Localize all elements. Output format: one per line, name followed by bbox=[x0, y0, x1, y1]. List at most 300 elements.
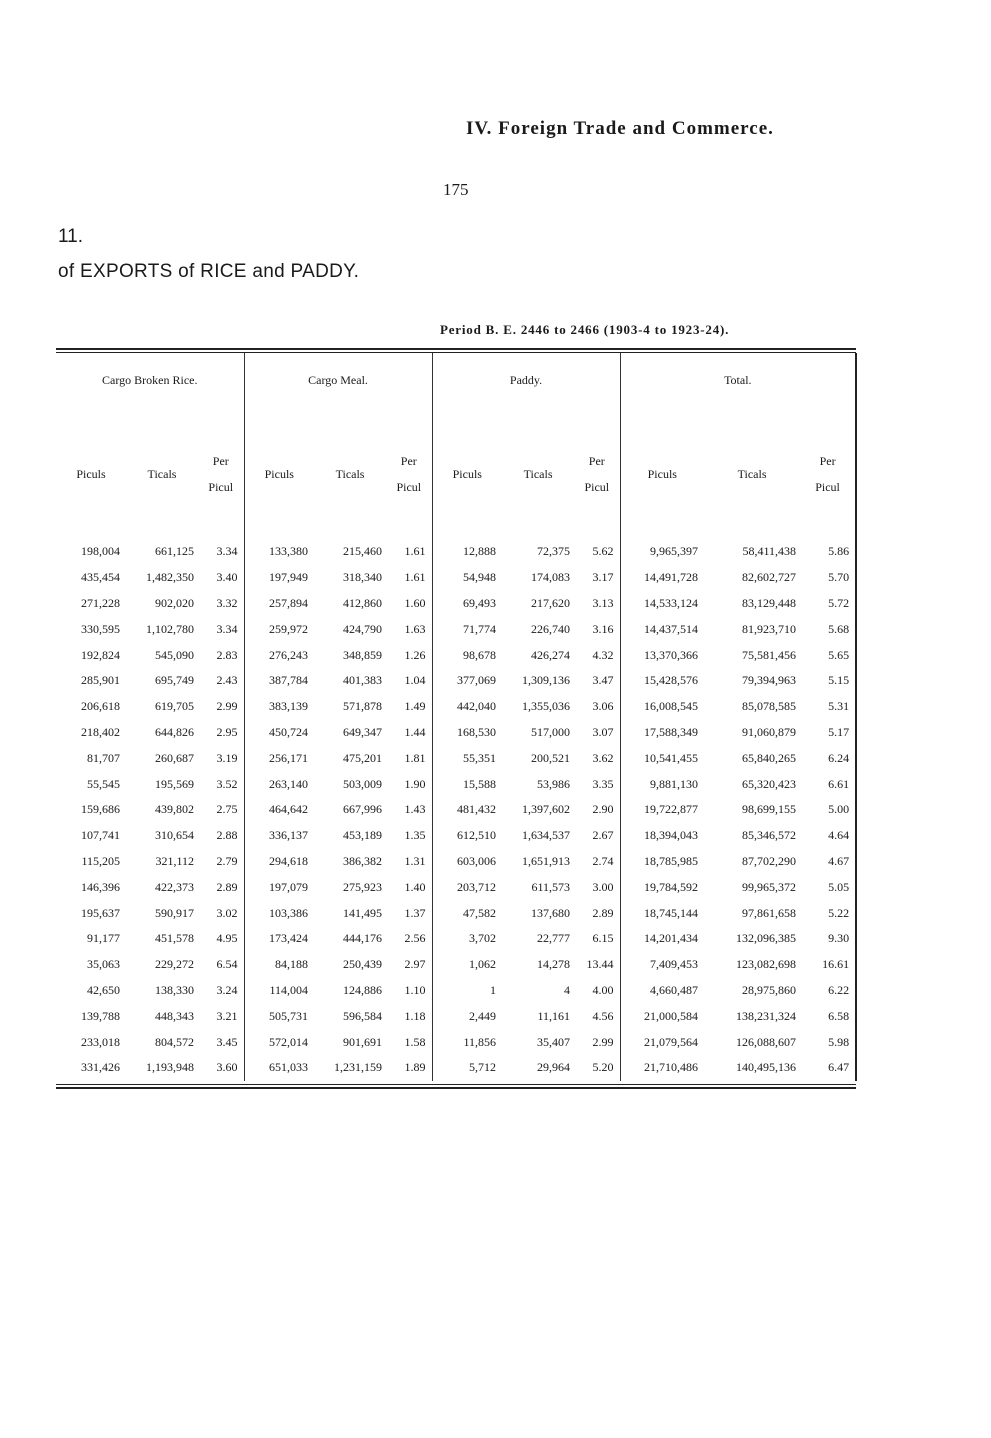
cell-paddy-per-picul: 5.62 bbox=[574, 539, 620, 565]
cell-total-per-picul: 6.58 bbox=[800, 1003, 856, 1029]
cell-cargo-meal-per-picul: 1.61 bbox=[386, 539, 432, 565]
cell-broken-rice-piculs: 331,426 bbox=[81, 1060, 120, 1075]
cell-broken-rice-ticals: 695,749 bbox=[155, 673, 194, 688]
table-row bbox=[56, 1003, 856, 1029]
cell-paddy-ticals: 226,740 bbox=[531, 621, 571, 636]
cell-broken-rice-piculs: 195,637 bbox=[81, 905, 120, 920]
cell-total-per-picul: 5.86 bbox=[800, 539, 856, 565]
cell-cargo-meal-ticals: 124,886 bbox=[343, 982, 383, 997]
picul-label: Picul bbox=[584, 480, 610, 494]
cell-broken-rice-per-picul: 3.34 bbox=[198, 539, 244, 565]
cell-cargo-meal-piculs: 103,386 bbox=[269, 905, 309, 920]
cell-paddy-per-picul: 2.67 bbox=[574, 823, 620, 849]
col-header-piculs: Piculs bbox=[452, 466, 482, 481]
cell-broken-rice-ticals: 195,569 bbox=[155, 776, 194, 791]
cell-broken-rice-per-picul: 2.88 bbox=[198, 823, 244, 849]
cell-total-per-picul: 6.47 bbox=[800, 1055, 856, 1081]
picul-label: Picul bbox=[208, 480, 234, 494]
cell-cargo-meal-per-picul: 1.49 bbox=[386, 694, 432, 720]
cell-cargo-meal-per-picul: 1.58 bbox=[386, 1029, 432, 1055]
cell-total-piculs: 14,437,514 bbox=[644, 621, 699, 636]
cell-paddy-ticals: 426,274 bbox=[531, 647, 571, 662]
cell-broken-rice-per-picul: 3.52 bbox=[198, 771, 244, 797]
cell-cargo-meal-piculs: 114,004 bbox=[269, 982, 309, 997]
cell-broken-rice-per-picul: 3.32 bbox=[198, 591, 244, 617]
col-header-ticals: Ticals bbox=[737, 466, 767, 481]
cell-paddy-per-picul: 3.62 bbox=[574, 745, 620, 771]
table-row bbox=[56, 823, 856, 849]
cell-broken-rice-piculs: 146,396 bbox=[81, 879, 120, 894]
cell-broken-rice-per-picul: 2.43 bbox=[198, 668, 244, 694]
cell-broken-rice-ticals: 448,343 bbox=[155, 1008, 194, 1023]
cell-broken-rice-ticals: 1,193,948 bbox=[146, 1060, 194, 1075]
cell-broken-rice-ticals: 1,482,350 bbox=[146, 570, 194, 585]
cell-broken-rice-ticals: 422,373 bbox=[155, 879, 194, 894]
cell-paddy-ticals: 22,777 bbox=[537, 931, 571, 946]
cell-cargo-meal-ticals: 1,231,159 bbox=[334, 1060, 383, 1075]
cell-cargo-meal-ticals: 275,923 bbox=[343, 879, 383, 894]
table-row bbox=[56, 745, 856, 771]
cell-total-ticals: 58,411,438 bbox=[742, 544, 797, 559]
cell-total-per-picul: 5.65 bbox=[800, 642, 856, 668]
cell-paddy-ticals: 1,634,537 bbox=[522, 828, 571, 843]
cell-total-per-picul: 4.64 bbox=[800, 823, 856, 849]
cell-paddy-piculs: 603,006 bbox=[457, 853, 497, 868]
cell-total-per-picul: 6.24 bbox=[800, 745, 856, 771]
cell-broken-rice-ticals: 619,705 bbox=[155, 699, 194, 714]
cell-cargo-meal-ticals: 250,439 bbox=[343, 957, 383, 972]
cell-broken-rice-per-picul: 3.19 bbox=[198, 745, 244, 771]
cell-total-piculs: 18,394,043 bbox=[644, 828, 699, 843]
col-header-piculs: Piculs bbox=[76, 466, 106, 481]
cell-total-per-picul: 5.15 bbox=[800, 668, 856, 694]
sub-header-row bbox=[56, 425, 856, 523]
cell-broken-rice-ticals: 321,112 bbox=[155, 853, 194, 868]
cell-paddy-ticals: 53,986 bbox=[537, 776, 571, 791]
cell-broken-rice-ticals: 644,826 bbox=[155, 724, 194, 739]
cell-cargo-meal-piculs: 263,140 bbox=[269, 776, 309, 791]
cell-total-piculs: 14,201,434 bbox=[644, 931, 699, 946]
cell-total-piculs: 21,079,564 bbox=[644, 1034, 699, 1049]
cell-total-per-picul: 5.72 bbox=[800, 591, 856, 617]
col-header-per-picul bbox=[800, 425, 856, 523]
cell-total-per-picul: 5.70 bbox=[800, 565, 856, 591]
cell-paddy-per-picul: 3.07 bbox=[574, 720, 620, 746]
cell-broken-rice-per-picul: 2.79 bbox=[198, 849, 244, 875]
cell-total-piculs: 9,881,130 bbox=[650, 776, 699, 791]
cell-cargo-meal-piculs: 84,188 bbox=[275, 957, 309, 972]
cell-cargo-meal-ticals: 596,584 bbox=[343, 1008, 383, 1023]
cell-cargo-meal-piculs: 133,380 bbox=[269, 544, 309, 559]
per-label: Per bbox=[588, 454, 605, 468]
cell-paddy-ticals: 1,651,913 bbox=[522, 853, 571, 868]
cell-paddy-per-picul: 3.16 bbox=[574, 616, 620, 642]
cell-total-piculs: 18,745,144 bbox=[644, 905, 699, 920]
cell-cargo-meal-per-picul: 1.43 bbox=[386, 797, 432, 823]
cell-paddy-piculs: 377,069 bbox=[457, 673, 497, 688]
col-header-ticals: Ticals bbox=[335, 466, 365, 481]
cell-paddy-per-picul: 3.17 bbox=[574, 565, 620, 591]
cell-cargo-meal-ticals: 412,860 bbox=[343, 595, 383, 610]
cell-cargo-meal-piculs: 197,079 bbox=[269, 879, 309, 894]
table-row bbox=[56, 720, 856, 746]
cell-broken-rice-per-picul: 3.40 bbox=[198, 565, 244, 591]
cell-paddy-piculs: 98,678 bbox=[463, 647, 497, 662]
table-row bbox=[56, 874, 856, 900]
cell-total-ticals: 28,975,860 bbox=[742, 982, 797, 997]
table-row bbox=[56, 926, 856, 952]
cell-broken-rice-ticals: 138,330 bbox=[155, 982, 194, 997]
cell-paddy-piculs: 55,351 bbox=[463, 750, 497, 765]
cell-cargo-meal-ticals: 215,460 bbox=[343, 544, 383, 559]
cell-paddy-piculs: 71,774 bbox=[463, 621, 497, 636]
table-row bbox=[56, 591, 856, 617]
cell-paddy-piculs: 442,040 bbox=[457, 699, 497, 714]
cell-cargo-meal-ticals: 348,859 bbox=[343, 647, 383, 662]
group-header-cargo-meal: Cargo Meal. bbox=[244, 353, 432, 425]
cell-broken-rice-piculs: 285,901 bbox=[81, 673, 120, 688]
cell-broken-rice-piculs: 233,018 bbox=[81, 1034, 120, 1049]
cell-total-per-picul: 6.61 bbox=[800, 771, 856, 797]
cell-cargo-meal-piculs: 464,642 bbox=[269, 802, 309, 817]
cell-cargo-meal-piculs: 383,139 bbox=[269, 699, 309, 714]
cell-total-piculs: 14,533,124 bbox=[644, 595, 699, 610]
cell-paddy-per-picul: 3.47 bbox=[574, 668, 620, 694]
cell-broken-rice-piculs: 330,595 bbox=[81, 621, 120, 636]
cell-total-ticals: 87,702,290 bbox=[742, 853, 797, 868]
cell-paddy-ticals: 1,309,136 bbox=[522, 673, 571, 688]
cell-broken-rice-ticals: 310,654 bbox=[155, 828, 194, 843]
cell-total-piculs: 19,722,877 bbox=[644, 802, 699, 817]
cell-cargo-meal-piculs: 505,731 bbox=[269, 1008, 309, 1023]
group-header-row bbox=[56, 353, 856, 425]
cell-cargo-meal-ticals: 649,347 bbox=[343, 724, 383, 739]
table-title: of EXPORTS of RICE and PADDY. bbox=[58, 261, 360, 282]
cell-broken-rice-ticals: 661,125 bbox=[155, 544, 194, 559]
cell-broken-rice-per-picul: 6.54 bbox=[198, 952, 244, 978]
cell-paddy-piculs: 3,702 bbox=[469, 931, 497, 946]
cell-broken-rice-ticals: 260,687 bbox=[155, 750, 194, 765]
cell-paddy-piculs: 168,530 bbox=[457, 724, 497, 739]
cell-total-piculs: 21,710,486 bbox=[644, 1060, 699, 1075]
col-header-per-picul bbox=[198, 425, 244, 523]
cell-broken-rice-piculs: 42,650 bbox=[87, 982, 120, 997]
cell-broken-rice-ticals: 545,090 bbox=[155, 647, 194, 662]
cell-total-ticals: 65,320,423 bbox=[742, 776, 797, 791]
cell-broken-rice-piculs: 115,205 bbox=[81, 853, 120, 868]
cell-broken-rice-ticals: 439,802 bbox=[155, 802, 194, 817]
cell-paddy-piculs: 12,888 bbox=[463, 544, 497, 559]
cell-broken-rice-piculs: 55,545 bbox=[87, 776, 120, 791]
cell-total-piculs: 10,541,455 bbox=[644, 750, 699, 765]
cell-paddy-per-picul: 3.35 bbox=[574, 771, 620, 797]
table-number: 11. bbox=[58, 226, 84, 247]
cell-broken-rice-ticals: 451,578 bbox=[155, 931, 194, 946]
per-label: Per bbox=[212, 454, 229, 468]
cell-broken-rice-ticals: 1,102,780 bbox=[146, 621, 194, 636]
cell-paddy-per-picul: 4.56 bbox=[574, 1003, 620, 1029]
cell-paddy-piculs: 5,712 bbox=[469, 1060, 497, 1075]
cell-total-ticals: 91,060,879 bbox=[742, 724, 797, 739]
cell-cargo-meal-piculs: 450,724 bbox=[269, 724, 309, 739]
cell-cargo-meal-per-picul: 1.35 bbox=[386, 823, 432, 849]
cell-total-per-picul: 9.30 bbox=[800, 926, 856, 952]
cell-paddy-piculs: 47,582 bbox=[463, 905, 497, 920]
cell-total-ticals: 82,602,727 bbox=[742, 570, 797, 585]
cell-broken-rice-piculs: 435,454 bbox=[81, 570, 120, 585]
cell-total-ticals: 65,840,265 bbox=[742, 750, 797, 765]
period-label: Period B. E. 2446 to 2466 (1903-4 to 1923-24). bbox=[440, 322, 730, 337]
cell-cargo-meal-per-picul: 1.44 bbox=[386, 720, 432, 746]
table-row bbox=[56, 900, 856, 926]
cell-total-piculs: 4,660,487 bbox=[650, 982, 699, 997]
spacer-row bbox=[56, 523, 856, 539]
table-row bbox=[56, 797, 856, 823]
cell-paddy-piculs: 54,948 bbox=[463, 570, 497, 585]
cell-cargo-meal-ticals: 901,691 bbox=[343, 1034, 383, 1049]
cell-cargo-meal-per-picul: 1.81 bbox=[386, 745, 432, 771]
cell-broken-rice-per-picul: 3.21 bbox=[198, 1003, 244, 1029]
cell-broken-rice-piculs: 91,177 bbox=[87, 931, 120, 946]
per-label: Per bbox=[819, 454, 836, 468]
cell-broken-rice-per-picul: 2.99 bbox=[198, 694, 244, 720]
cell-cargo-meal-ticals: 503,009 bbox=[343, 776, 383, 791]
cell-total-piculs: 14,491,728 bbox=[644, 570, 699, 585]
cell-total-ticals: 99,965,372 bbox=[742, 879, 797, 894]
cell-broken-rice-piculs: 271,228 bbox=[81, 595, 120, 610]
cell-cargo-meal-ticals: 318,340 bbox=[343, 570, 383, 585]
cell-paddy-piculs: 1 bbox=[490, 982, 497, 997]
cell-total-piculs: 18,785,985 bbox=[644, 853, 699, 868]
page-number: 175 bbox=[443, 180, 469, 199]
cell-cargo-meal-per-picul: 1.63 bbox=[386, 616, 432, 642]
cell-total-per-picul: 5.05 bbox=[800, 874, 856, 900]
cell-broken-rice-per-picul: 3.34 bbox=[198, 616, 244, 642]
cell-paddy-per-picul: 3.06 bbox=[574, 694, 620, 720]
cell-paddy-ticals: 174,083 bbox=[531, 570, 571, 585]
cell-paddy-ticals: 11,161 bbox=[537, 1008, 571, 1023]
cell-paddy-per-picul: 5.20 bbox=[574, 1055, 620, 1081]
cell-broken-rice-piculs: 218,402 bbox=[81, 724, 120, 739]
cell-broken-rice-ticals: 804,572 bbox=[155, 1034, 194, 1049]
cell-cargo-meal-piculs: 294,618 bbox=[269, 853, 309, 868]
cell-paddy-per-picul: 2.99 bbox=[574, 1029, 620, 1055]
cell-broken-rice-ticals: 590,917 bbox=[155, 905, 194, 920]
cell-total-ticals: 79,394,963 bbox=[742, 673, 797, 688]
group-header-broken-rice: Cargo Broken Rice. bbox=[56, 353, 244, 425]
cell-cargo-meal-per-picul: 1.40 bbox=[386, 874, 432, 900]
cell-paddy-ticals: 137,680 bbox=[531, 905, 571, 920]
cell-total-ticals: 126,088,607 bbox=[736, 1034, 797, 1049]
cell-cargo-meal-ticals: 424,790 bbox=[343, 621, 383, 636]
cell-broken-rice-piculs: 159,686 bbox=[81, 802, 120, 817]
cell-total-ticals: 75,581,456 bbox=[742, 647, 797, 662]
cell-total-per-picul: 5.31 bbox=[800, 694, 856, 720]
cell-cargo-meal-piculs: 336,137 bbox=[269, 828, 309, 843]
cell-paddy-piculs: 481,432 bbox=[457, 802, 497, 817]
cell-cargo-meal-per-picul: 1.90 bbox=[386, 771, 432, 797]
cell-total-per-picul: 5.00 bbox=[800, 797, 856, 823]
cell-total-per-picul: 5.98 bbox=[800, 1029, 856, 1055]
col-header-ticals: Ticals bbox=[523, 466, 553, 481]
cell-broken-rice-piculs: 35,063 bbox=[87, 957, 120, 972]
cell-total-piculs: 17,588,349 bbox=[644, 724, 699, 739]
cell-cargo-meal-per-picul: 1.26 bbox=[386, 642, 432, 668]
cell-cargo-meal-piculs: 257,894 bbox=[269, 595, 309, 610]
cell-cargo-meal-per-picul: 1.60 bbox=[386, 591, 432, 617]
table-row bbox=[56, 849, 856, 875]
cell-cargo-meal-piculs: 651,033 bbox=[269, 1060, 309, 1075]
cell-paddy-per-picul: 4.32 bbox=[574, 642, 620, 668]
cell-broken-rice-piculs: 139,788 bbox=[81, 1008, 120, 1023]
table-row bbox=[56, 668, 856, 694]
col-header-per-picul bbox=[386, 425, 432, 523]
cell-total-per-picul: 4.67 bbox=[800, 849, 856, 875]
table-row bbox=[56, 642, 856, 668]
cell-broken-rice-per-picul: 3.45 bbox=[198, 1029, 244, 1055]
cell-cargo-meal-piculs: 197,949 bbox=[269, 570, 309, 585]
cell-broken-rice-per-picul: 2.83 bbox=[198, 642, 244, 668]
cell-paddy-piculs: 1,062 bbox=[469, 957, 497, 972]
cell-total-per-picul: 5.68 bbox=[800, 616, 856, 642]
cell-cargo-meal-ticals: 386,382 bbox=[343, 853, 383, 868]
picul-label: Picul bbox=[396, 480, 422, 494]
cell-cargo-meal-piculs: 173,424 bbox=[269, 931, 309, 946]
cell-cargo-meal-ticals: 401,383 bbox=[343, 673, 383, 688]
cell-cargo-meal-piculs: 572,014 bbox=[269, 1034, 309, 1049]
cell-total-per-picul: 5.22 bbox=[800, 900, 856, 926]
table-row bbox=[56, 1029, 856, 1055]
cell-cargo-meal-piculs: 276,243 bbox=[269, 647, 309, 662]
cell-cargo-meal-ticals: 571,878 bbox=[343, 699, 383, 714]
cell-total-piculs: 16,008,545 bbox=[644, 699, 699, 714]
cell-total-piculs: 21,000,584 bbox=[644, 1008, 699, 1023]
section-title: IV. Foreign Trade and Commerce. bbox=[466, 118, 774, 139]
cell-broken-rice-per-picul: 2.95 bbox=[198, 720, 244, 746]
cell-broken-rice-ticals: 902,020 bbox=[155, 595, 194, 610]
cell-cargo-meal-ticals: 475,201 bbox=[343, 750, 383, 765]
picul-label: Picul bbox=[815, 480, 840, 494]
cell-total-ticals: 97,861,658 bbox=[742, 905, 797, 920]
cell-cargo-meal-ticals: 141,495 bbox=[343, 905, 383, 920]
cell-broken-rice-piculs: 192,824 bbox=[81, 647, 120, 662]
cell-cargo-meal-per-picul: 1.18 bbox=[386, 1003, 432, 1029]
cell-paddy-piculs: 203,712 bbox=[457, 879, 497, 894]
cell-total-ticals: 123,082,698 bbox=[736, 957, 797, 972]
col-header-ticals: Ticals bbox=[147, 466, 177, 481]
cell-cargo-meal-ticals: 667,996 bbox=[343, 802, 383, 817]
cell-cargo-meal-piculs: 256,171 bbox=[269, 750, 309, 765]
cell-total-piculs: 13,370,366 bbox=[644, 647, 699, 662]
cell-cargo-meal-piculs: 387,784 bbox=[269, 673, 309, 688]
cell-broken-rice-per-picul: 2.89 bbox=[198, 874, 244, 900]
cell-paddy-ticals: 14,278 bbox=[537, 957, 571, 972]
cell-paddy-ticals: 517,000 bbox=[531, 724, 571, 739]
cell-paddy-ticals: 4 bbox=[564, 982, 571, 997]
cell-total-piculs: 15,428,576 bbox=[644, 673, 699, 688]
exports-table bbox=[56, 353, 857, 1081]
cell-cargo-meal-per-picul: 1.04 bbox=[386, 668, 432, 694]
cell-total-piculs: 19,784,592 bbox=[644, 879, 699, 894]
cell-broken-rice-ticals: 229,272 bbox=[155, 957, 194, 972]
cell-cargo-meal-ticals: 453,189 bbox=[343, 828, 383, 843]
cell-total-piculs: 7,409,453 bbox=[650, 957, 699, 972]
cell-total-per-picul: 5.17 bbox=[800, 720, 856, 746]
cell-broken-rice-per-picul: 4.95 bbox=[198, 926, 244, 952]
cell-paddy-per-picul: 4.00 bbox=[574, 978, 620, 1004]
cell-total-ticals: 138,231,324 bbox=[736, 1008, 797, 1023]
table-row bbox=[56, 1055, 856, 1081]
cell-broken-rice-piculs: 206,618 bbox=[81, 699, 120, 714]
table-body bbox=[56, 523, 856, 1081]
cell-paddy-per-picul: 3.13 bbox=[574, 591, 620, 617]
cell-total-ticals: 85,346,572 bbox=[742, 828, 797, 843]
cell-paddy-per-picul: 2.90 bbox=[574, 797, 620, 823]
table-row bbox=[56, 539, 856, 565]
exports-table-container bbox=[56, 348, 856, 1089]
cell-total-ticals: 81,923,710 bbox=[742, 621, 797, 636]
cell-paddy-piculs: 11,856 bbox=[463, 1034, 497, 1049]
cell-cargo-meal-per-picul: 1.37 bbox=[386, 900, 432, 926]
cell-total-piculs: 9,965,397 bbox=[650, 544, 699, 559]
cell-paddy-per-picul: 3.00 bbox=[574, 874, 620, 900]
cell-total-ticals: 85,078,585 bbox=[742, 699, 797, 714]
cell-broken-rice-per-picul: 3.24 bbox=[198, 978, 244, 1004]
table-row bbox=[56, 565, 856, 591]
table-row bbox=[56, 616, 856, 642]
cell-broken-rice-piculs: 81,707 bbox=[87, 750, 120, 765]
col-header-piculs: Piculs bbox=[264, 466, 294, 481]
cell-cargo-meal-ticals: 444,176 bbox=[343, 931, 383, 946]
cell-paddy-per-picul: 2.74 bbox=[574, 849, 620, 875]
cell-broken-rice-per-picul: 2.75 bbox=[198, 797, 244, 823]
cell-cargo-meal-per-picul: 2.97 bbox=[386, 952, 432, 978]
cell-paddy-per-picul: 2.89 bbox=[574, 900, 620, 926]
table-row bbox=[56, 978, 856, 1004]
cell-cargo-meal-per-picul: 1.61 bbox=[386, 565, 432, 591]
cell-total-ticals: 83,129,448 bbox=[742, 595, 797, 610]
cell-total-ticals: 140,495,136 bbox=[736, 1060, 797, 1075]
cell-paddy-ticals: 29,964 bbox=[537, 1060, 571, 1075]
cell-broken-rice-per-picul: 3.02 bbox=[198, 900, 244, 926]
cell-cargo-meal-per-picul: 1.10 bbox=[386, 978, 432, 1004]
cell-paddy-ticals: 35,407 bbox=[537, 1034, 571, 1049]
table-row bbox=[56, 771, 856, 797]
cell-paddy-ticals: 1,355,036 bbox=[522, 699, 571, 714]
col-header-piculs: Piculs bbox=[647, 466, 677, 481]
table-row bbox=[56, 694, 856, 720]
table-bottom-rule bbox=[56, 1084, 856, 1089]
col-header-per-picul bbox=[574, 425, 620, 523]
cell-paddy-piculs: 69,493 bbox=[463, 595, 497, 610]
cell-total-per-picul: 6.22 bbox=[800, 978, 856, 1004]
cell-cargo-meal-per-picul: 1.89 bbox=[386, 1055, 432, 1081]
cell-paddy-ticals: 200,521 bbox=[531, 750, 571, 765]
table-row bbox=[56, 952, 856, 978]
cell-cargo-meal-piculs: 259,972 bbox=[269, 621, 309, 636]
cell-broken-rice-piculs: 198,004 bbox=[81, 544, 120, 559]
cell-total-per-picul: 16.61 bbox=[800, 952, 856, 978]
cell-total-ticals: 98,699,155 bbox=[742, 802, 797, 817]
group-header-paddy: Paddy. bbox=[432, 353, 620, 425]
cell-paddy-piculs: 15,588 bbox=[463, 776, 497, 791]
cell-broken-rice-per-picul: 3.60 bbox=[198, 1055, 244, 1081]
cell-paddy-ticals: 72,375 bbox=[537, 544, 571, 559]
cell-broken-rice-piculs: 107,741 bbox=[81, 828, 120, 843]
cell-cargo-meal-per-picul: 2.56 bbox=[386, 926, 432, 952]
cell-paddy-piculs: 612,510 bbox=[457, 828, 497, 843]
cell-paddy-per-picul: 6.15 bbox=[574, 926, 620, 952]
